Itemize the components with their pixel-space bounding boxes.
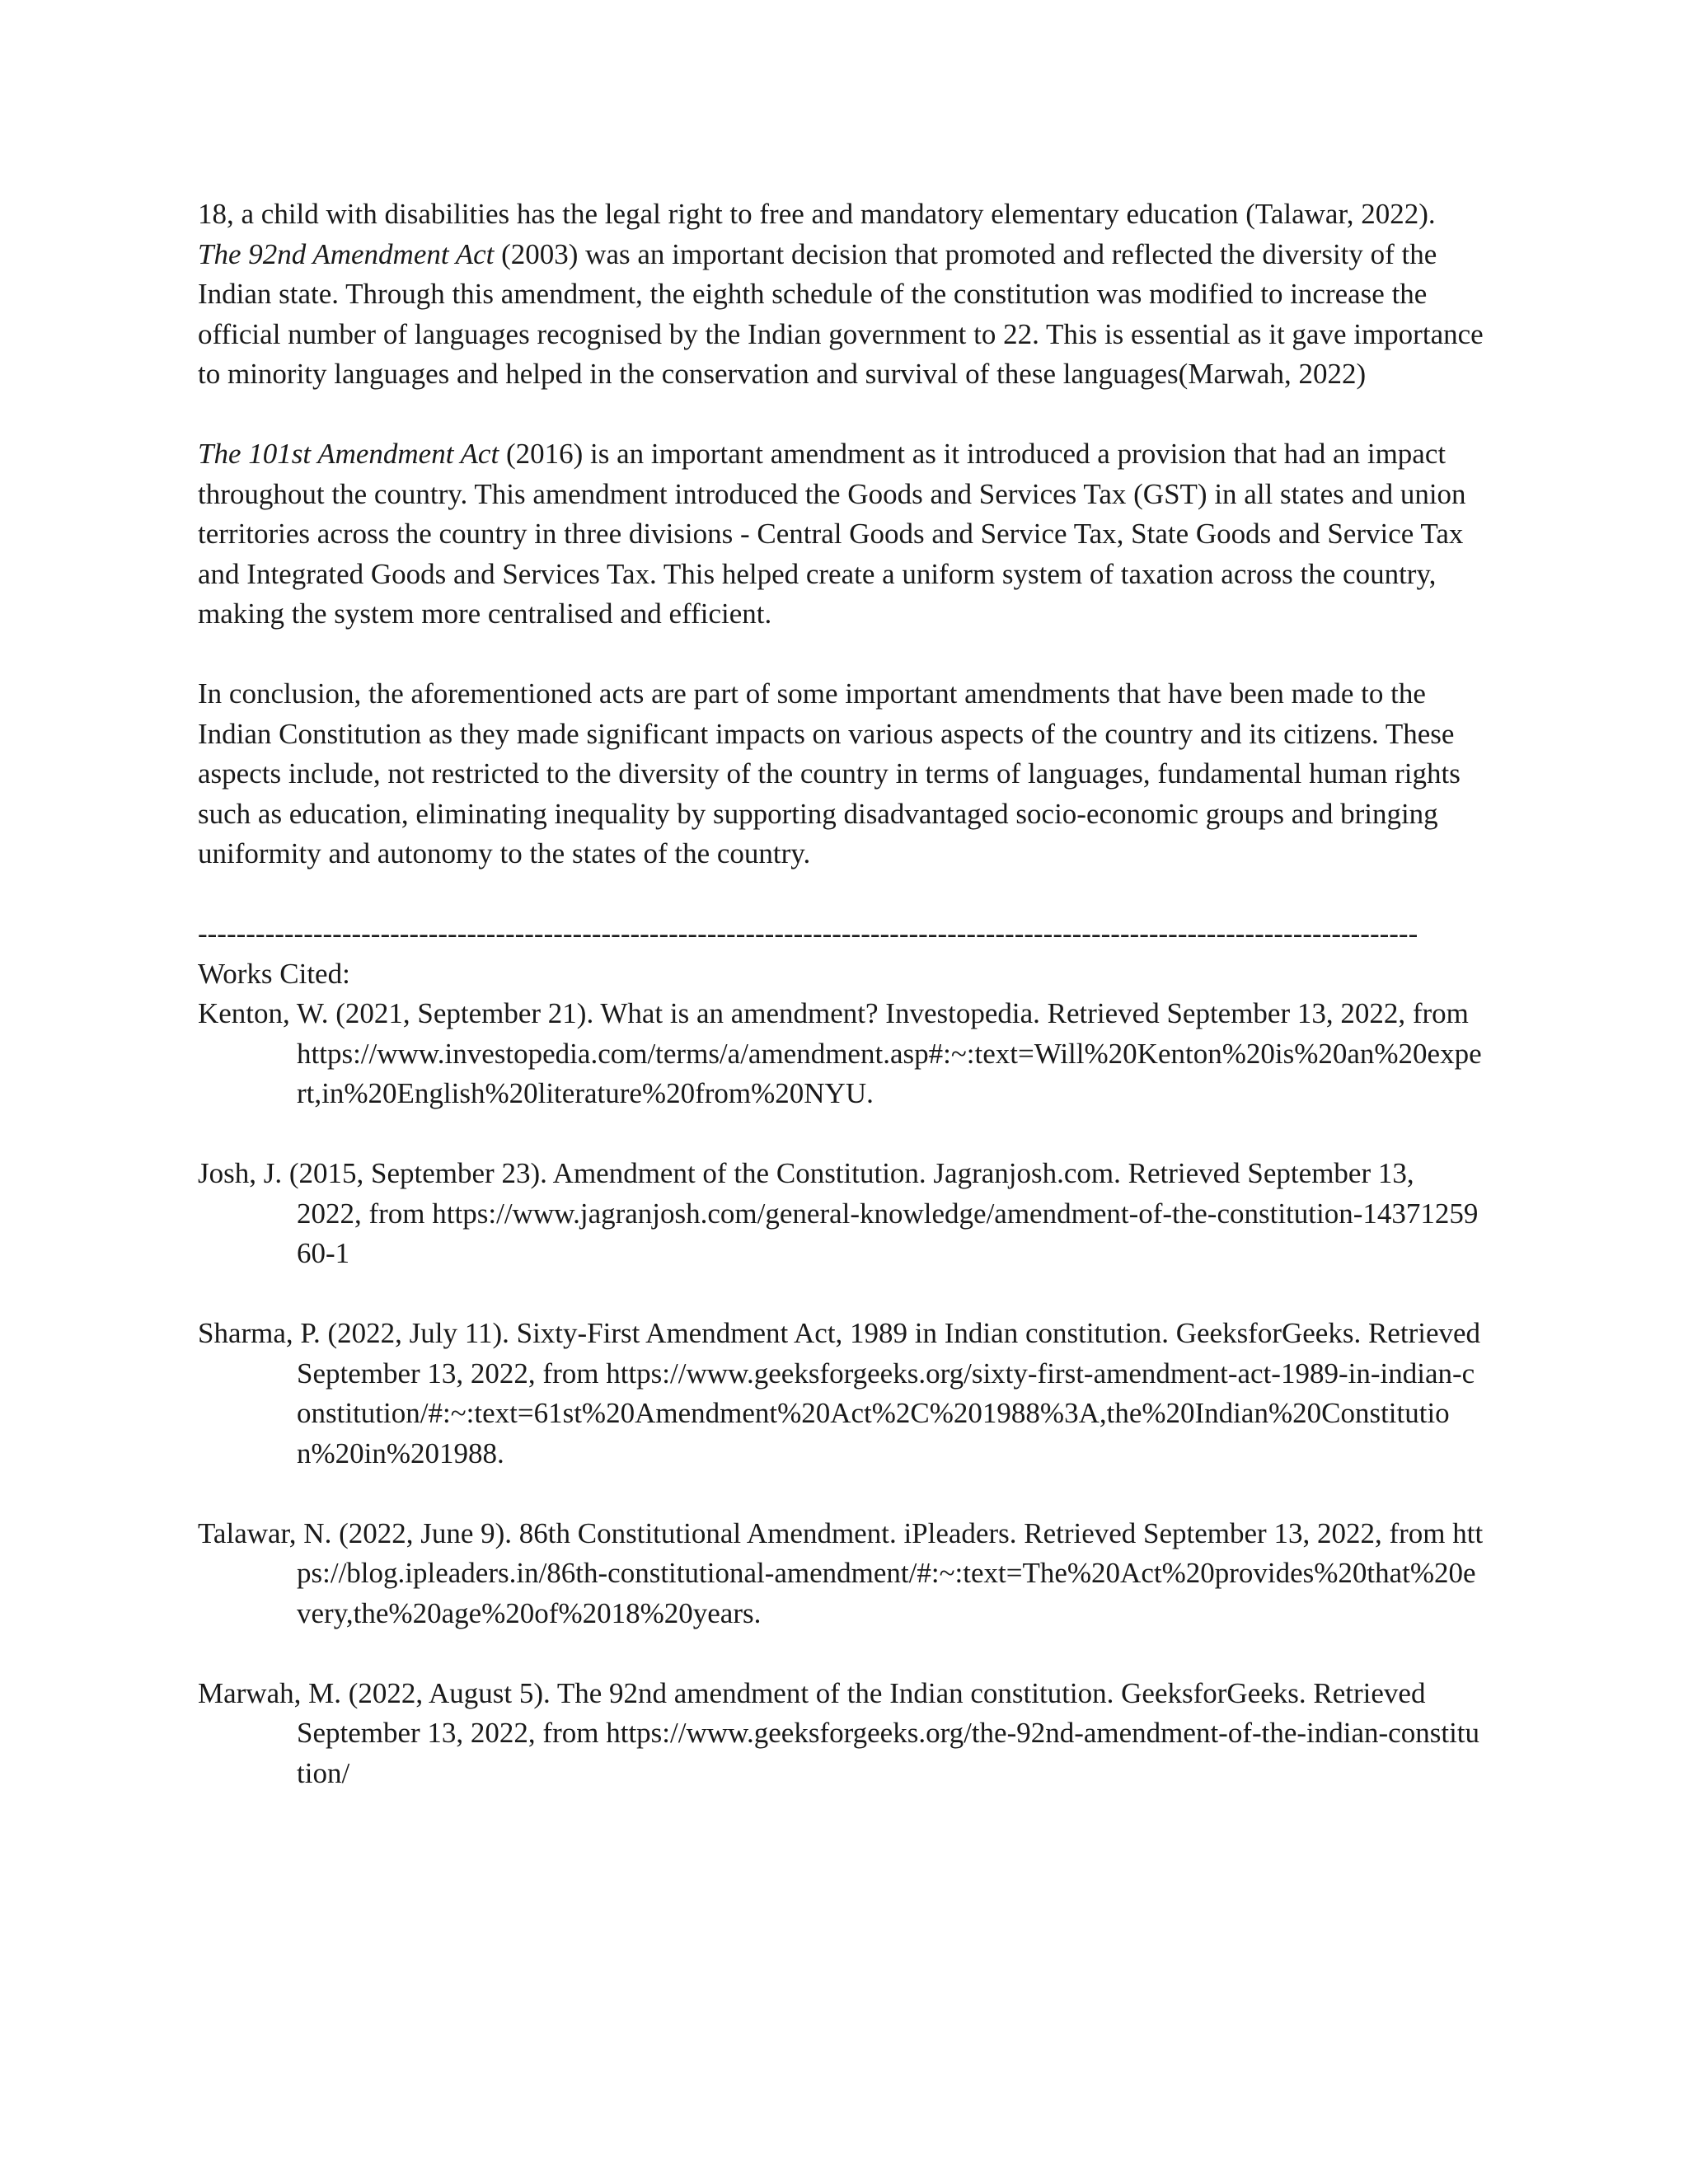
citation-url[interactable]: https://www.investopedia.com/terms/a/amendment.asp#:~:text=Will%20Kenton%20is%20an%20expert,in%20English%20literature%20from%20NYU. bbox=[297, 1037, 1482, 1109]
section-divider: ------------------------------------------------------------------------------------------------------------------------------- bbox=[198, 917, 1418, 949]
citation-spacer bbox=[198, 1114, 1484, 1155]
citation-spacer bbox=[198, 1474, 1484, 1514]
citation-spacer bbox=[198, 1274, 1484, 1315]
paragraph-education-continuation: 18, a child with disabilities has the legal right to free and mandatory elementary education (Talawar, 2022). bbox=[198, 198, 1436, 230]
paragraph-conclusion: In conclusion, the aforementioned acts are part of some important amendments that have been made to the Indian Constitution as they made significant impacts on various aspects of the country and its citizens. These aspects include, not restricted to the diversity of the country in terms of languages, fundamental human rights such as education, eliminating inequality by supporting disadvantaged socio-economic groups and bringing uniformity and autonomy to the states of the country. bbox=[198, 677, 1461, 869]
citation-text: Sharma, P. (2022, July 11). Sixty-First Amendment Act, 1989 in Indian constitution. GeeksforGeeks. Retrieved September 13, 2022, from bbox=[198, 1317, 1481, 1390]
paragraph-92nd-amendment bbox=[198, 235, 1484, 395]
document-page bbox=[198, 194, 1484, 1793]
citation-url[interactable]: https://www.geeksforgeeks.org/sixty-first-amendment-act-1989-in-indian-constitution/#:~:text=61st%20Amendment%20Act%2C%201988%3A,the%20Indian%20Constitution%20in%201988. bbox=[297, 1357, 1475, 1469]
citation-text: Marwah, M. (2022, August 5). The 92nd amendment of the Indian constitution. GeeksforGeeks. Retrieved September 13, 2022, from bbox=[198, 1676, 1426, 1749]
citation-url[interactable]: https://www.geeksforgeeks.org/the-92nd-amendment-of-the-indian-constitution/ bbox=[297, 1717, 1480, 1789]
paragraph-spacer bbox=[198, 874, 1484, 915]
citation-spacer bbox=[198, 1633, 1484, 1674]
citation-url[interactable]: https://blog.ipleaders.in/86th-constitutional-amendment/#:~:text=The%20Act%20provides%20that%20every,the%20age%20of%2018%20years. bbox=[297, 1516, 1484, 1629]
act-title-92nd: The 92nd Amendment Act bbox=[198, 237, 495, 270]
paragraph-101st-amendment bbox=[198, 434, 1484, 635]
citation-kenton bbox=[198, 994, 1484, 1114]
paragraph-spacer bbox=[198, 635, 1484, 675]
citation-text: Josh, J. (2015, September 23). Amendment of the Constitution. Jagranjosh.com. Retrieved September 13, 2022, from bbox=[198, 1157, 1414, 1230]
citation-marwah bbox=[198, 1674, 1484, 1794]
paragraph-spacer bbox=[198, 395, 1484, 435]
citation-text: Kenton, W. (2021, September 21). What is an amendment? Investopedia. Retrieved September 13, 2022, from bbox=[198, 997, 1469, 1029]
citation-text: Talawar, N. (2022, June 9). 86th Constitutional Amendment. iPleaders. Retrieved September 13, 2022, from bbox=[198, 1516, 1446, 1549]
citation-url[interactable]: https://www.jagranjosh.com/general-knowledge/amendment-of-the-constitution-1437125960-1 bbox=[297, 1197, 1479, 1269]
paragraph-101st-body: (2016) is an important amendment as it introduced a provision that had an impact throughout the country. This amendment introduced the Goods and Services Tax (GST) in all states and union territories across the country in three divisions - Central Goods and Service Tax, State Goods and Service Tax and Integrated Goods and Services Tax. This helped create a uniform system of taxation across the country, making the system more centralised and efficient. bbox=[198, 438, 1466, 630]
citation-josh bbox=[198, 1154, 1484, 1274]
act-title-101st: The 101st Amendment Act bbox=[198, 438, 499, 470]
citation-talawar bbox=[198, 1514, 1484, 1634]
works-cited-heading: Works Cited: bbox=[198, 957, 350, 990]
citation-sharma bbox=[198, 1314, 1484, 1474]
paragraph-92nd-body: (2003) was an important decision that promoted and reflected the diversity of the Indian state. Through this amendment, the eighth schedule of the constitution was modified to increase the official number of languages recognised by the Indian government to 22. This is essential as it gave importance to minority languages and helped in the conservation and survival of these languages(Marwah, 2022) bbox=[198, 237, 1484, 390]
